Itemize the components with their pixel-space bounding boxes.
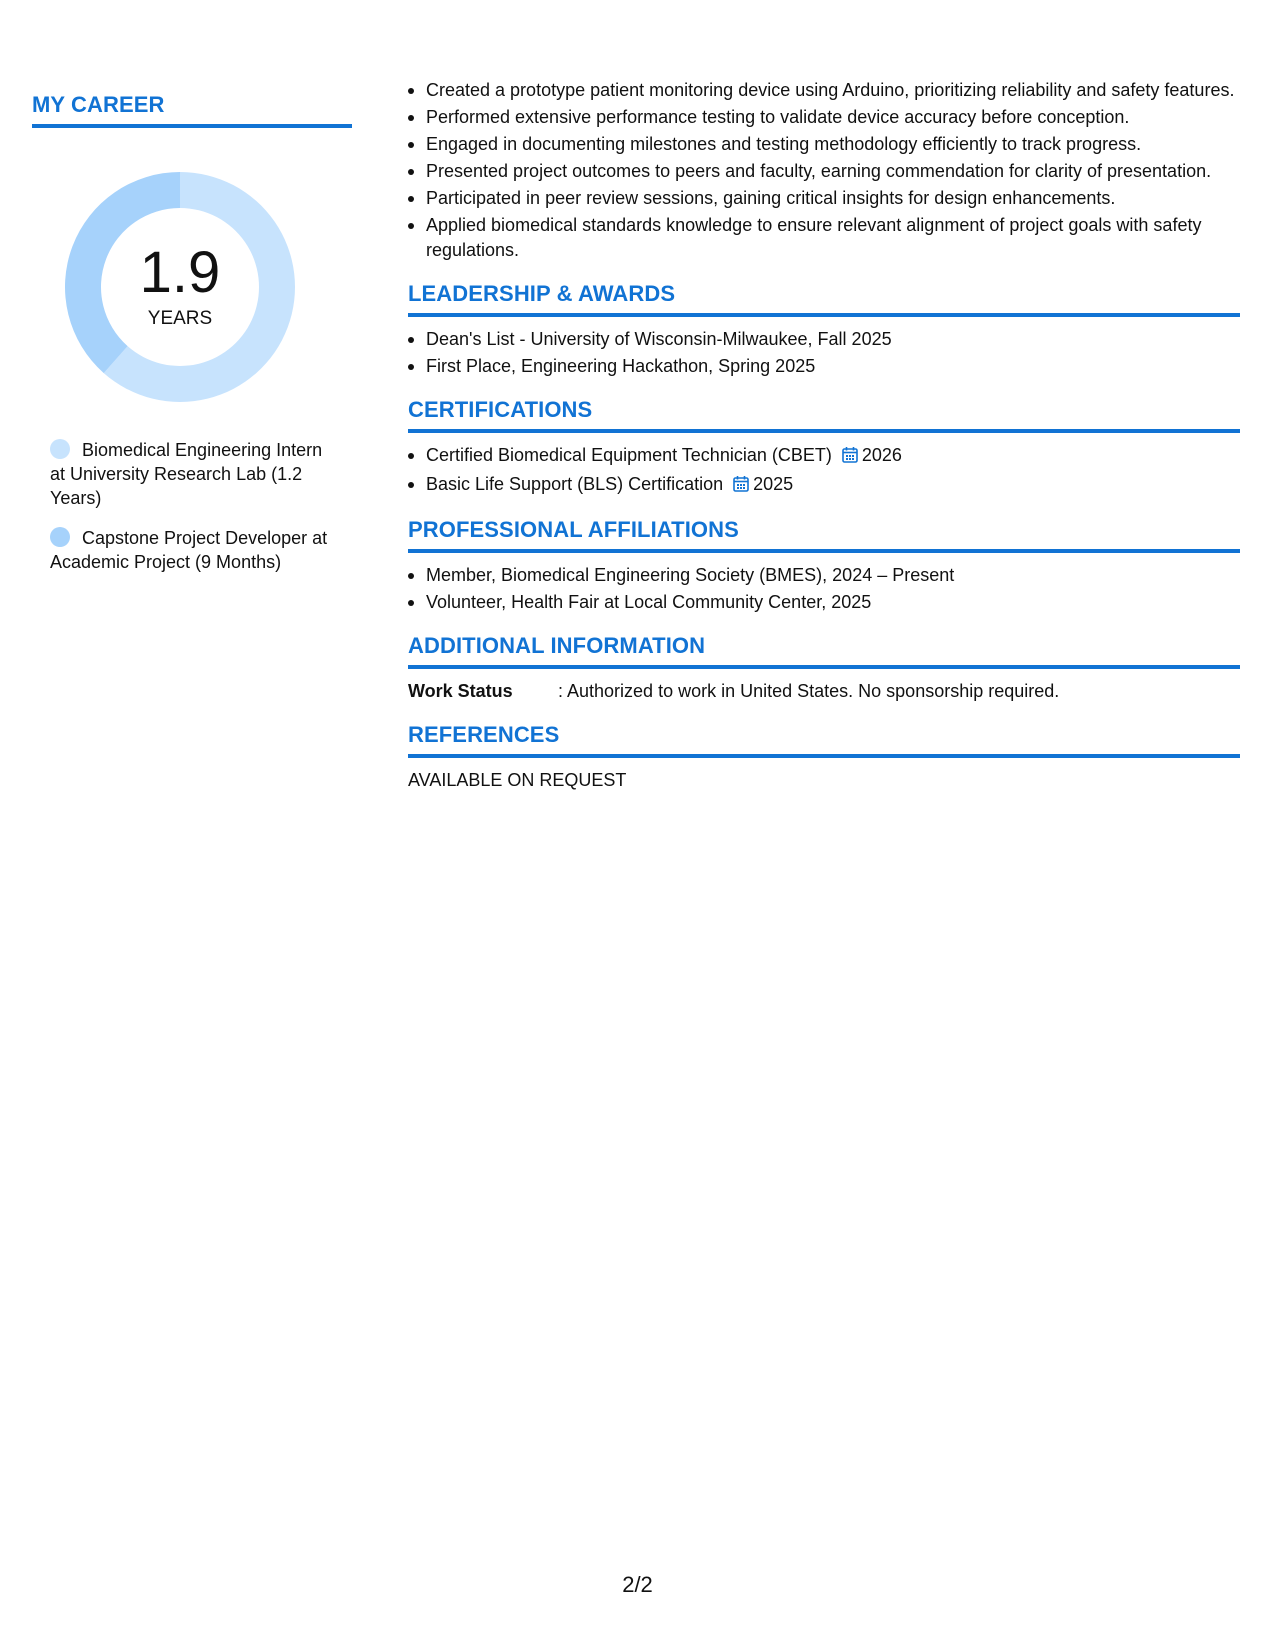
certification-name: Basic Life Support (BLS) Certification: [426, 474, 724, 494]
donut-center: [65, 172, 295, 402]
list-item: [426, 443, 1240, 470]
additional-info-section: [408, 633, 1240, 704]
list-item: Member, Biomedical Engineering Society (BMES), 2024 – Present: [426, 563, 1240, 588]
certification-year: 2025: [753, 474, 794, 494]
experience-bullet-list: [408, 78, 1240, 263]
legend-dot: [50, 439, 70, 459]
list-item: Volunteer, Health Fair at Local Community Center, 2025: [426, 590, 1240, 615]
list-item: First Place, Engineering Hackathon, Spring 2025: [426, 354, 1240, 379]
list-item: Dean's List - University of Wisconsin-Milwaukee, Fall 2025: [426, 327, 1240, 352]
legend-label: Biomedical Engineering Intern at University Research Lab (1.2 Years): [50, 440, 323, 508]
career-donut-chart: [65, 172, 295, 402]
leadership-heading: LEADERSHIP & AWARDS: [408, 281, 1240, 317]
calendar-icon: [733, 474, 749, 499]
work-status-label: Work Status: [408, 681, 513, 701]
list-item: [426, 472, 1240, 499]
legend-label: Capstone Project Developer at Academic Project (9 Months): [50, 528, 328, 572]
additional-info-heading: ADDITIONAL INFORMATION: [408, 633, 1240, 669]
leadership-section: [408, 281, 1240, 379]
leadership-list: [408, 327, 1240, 379]
references-text: AVAILABLE ON REQUEST: [408, 770, 627, 790]
total-years-unit: YEARS: [147, 308, 213, 329]
legend-item: [50, 526, 340, 574]
career-heading: MY CAREER: [32, 92, 352, 128]
certifications-heading: CERTIFICATIONS: [408, 397, 1240, 433]
career-legend: [50, 438, 340, 574]
total-years-value: 1.9: [139, 240, 221, 305]
list-item: Participated in peer review sessions, gaining critical insights for design enhancements.: [426, 186, 1240, 211]
list-item: Applied biomedical standards knowledge to ensure relevant alignment of project goals with safety regulations.: [426, 213, 1240, 263]
affiliations-heading: PROFESSIONAL AFFILIATIONS: [408, 517, 1240, 553]
calendar-icon: [842, 445, 858, 470]
legend-dot: [50, 527, 70, 547]
list-item: Created a prototype patient monitoring device using Arduino, prioritizing reliability and safety features.: [426, 78, 1240, 103]
list-item: Performed extensive performance testing to validate device accuracy before conception.: [426, 105, 1240, 130]
right-column: [408, 78, 1240, 793]
certifications-list: [408, 443, 1240, 499]
affiliations-list: [408, 563, 1240, 615]
list-item: Presented project outcomes to peers and faculty, earning commendation for clarity of presentation.: [426, 159, 1240, 184]
work-status-row: [408, 679, 1240, 704]
references-heading: REFERENCES: [408, 722, 1240, 758]
certification-name: Certified Biomedical Equipment Technician (CBET): [426, 445, 832, 465]
legend-item: [50, 438, 340, 510]
certification-year: 2026: [861, 445, 902, 465]
affiliations-section: [408, 517, 1240, 615]
certifications-section: [408, 397, 1240, 499]
references-section: [408, 722, 1240, 793]
left-column: [32, 92, 352, 590]
work-status-value: : Authorized to work in United States. No sponsorship required.: [558, 681, 1060, 701]
list-item: Engaged in documenting milestones and testing methodology efficiently to track progress.: [426, 132, 1240, 157]
page-number: 2/2: [622, 1572, 653, 1597]
